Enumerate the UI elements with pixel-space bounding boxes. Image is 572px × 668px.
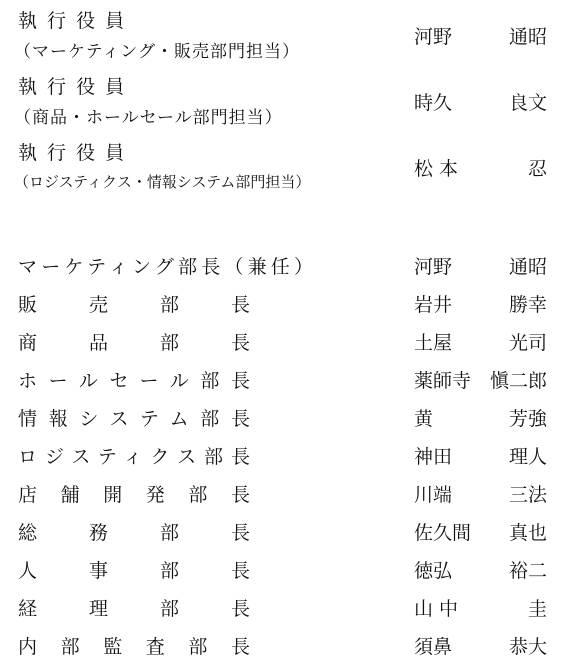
department-title: ホールセール部長 <box>18 370 250 392</box>
department-title: マーケティング部長（兼任） <box>18 256 313 278</box>
department-title: 店舗開発部長 <box>18 484 250 506</box>
manager-name <box>414 290 547 317</box>
manager-row <box>0 404 572 430</box>
manager-name <box>414 252 547 279</box>
officer-role: 執 行 役 員 <box>18 76 127 98</box>
manager-row <box>0 252 572 278</box>
surname: 須鼻 <box>414 636 453 658</box>
manager-row <box>0 594 572 620</box>
surname: 佐久間 <box>414 522 472 544</box>
given-name: 良文 <box>508 92 547 114</box>
manager-row <box>0 366 572 392</box>
officer-role: 執 行 役 員 <box>18 142 127 164</box>
given-name: 通昭 <box>508 256 547 278</box>
surname: 時久 <box>414 92 453 114</box>
surname: 河野 <box>414 26 453 48</box>
manager-row <box>0 632 572 658</box>
given-name: 芳強 <box>508 408 547 430</box>
surname: 薬師寺 <box>414 370 472 392</box>
officer-area: （マーケティング・販売部門担当） <box>14 42 300 62</box>
officer-name <box>414 154 547 181</box>
surname: 神田 <box>414 446 453 468</box>
officer-entry <box>0 136 572 198</box>
manager-name <box>414 404 547 431</box>
manager-name <box>414 480 547 507</box>
manager-name <box>414 594 547 621</box>
officer-name <box>414 22 547 49</box>
manager-name <box>414 518 547 545</box>
manager-row <box>0 480 572 506</box>
officer-entry <box>0 70 572 132</box>
manager-row <box>0 556 572 582</box>
manager-row <box>0 328 572 354</box>
given-name: 裕二 <box>508 560 547 582</box>
surname: 徳弘 <box>414 560 453 582</box>
officer-role: 執 行 役 員 <box>18 10 127 32</box>
officer-name <box>414 88 547 115</box>
department-title: ロジスティクス部長 <box>18 446 250 468</box>
surname: 土屋 <box>414 332 453 354</box>
manager-row <box>0 518 572 544</box>
department-title: 商品部長 <box>18 332 250 354</box>
officer-area: （商品・ホールセール部門担当） <box>14 108 283 128</box>
given-name: 勝幸 <box>508 294 547 316</box>
given-name: 恭大 <box>508 636 547 658</box>
manager-row <box>0 290 572 316</box>
given-name: 通昭 <box>508 26 547 48</box>
manager-name <box>414 366 547 393</box>
given-name: 光司 <box>508 332 547 354</box>
given-name: 三法 <box>508 484 547 506</box>
given-name: 忍 <box>527 158 547 180</box>
department-title: 販売部長 <box>18 294 250 316</box>
given-name: 愼二郎 <box>489 370 547 392</box>
department-title: 経理部長 <box>18 598 250 620</box>
surname: 黄 <box>414 408 434 430</box>
surname: 山 中 <box>414 598 459 620</box>
surname: 岩井 <box>414 294 453 316</box>
department-title: 情報システム部長 <box>18 408 250 430</box>
manager-name <box>414 442 547 469</box>
given-name: 真也 <box>508 522 547 544</box>
surname: 川端 <box>414 484 453 506</box>
manager-name <box>414 328 547 355</box>
manager-row <box>0 442 572 468</box>
officer-area: （ロジスティクス・情報システム部門担当） <box>14 173 311 191</box>
department-title: 人事部長 <box>18 560 250 582</box>
given-name: 圭 <box>527 598 547 620</box>
officer-entry <box>0 4 572 66</box>
department-title: 総務部長 <box>18 522 250 544</box>
given-name: 理人 <box>508 446 547 468</box>
manager-name <box>414 632 547 659</box>
surname: 河野 <box>414 256 453 278</box>
surname: 松 本 <box>414 158 459 180</box>
manager-name <box>414 556 547 583</box>
department-title: 内部監査部長 <box>18 636 250 658</box>
